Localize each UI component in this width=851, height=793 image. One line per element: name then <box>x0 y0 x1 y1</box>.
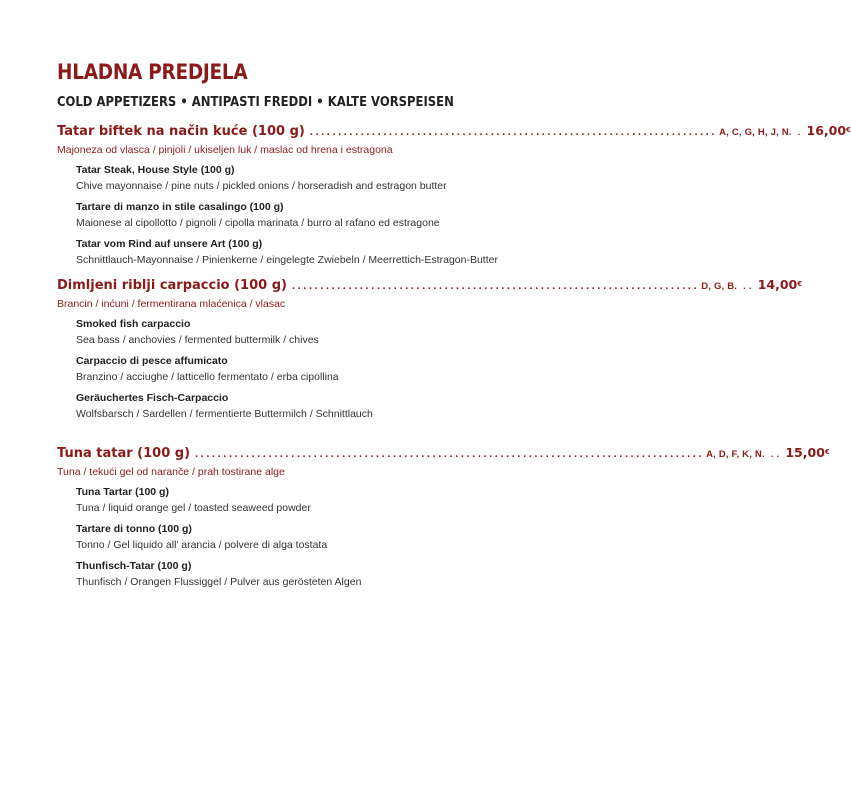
translation-description: Tonno / Gel liquido all’ arancia / polvere di alga tostata <box>76 539 328 551</box>
translation-block <box>76 163 687 194</box>
translation-description: Wolfsbarsch / Sardellen / fermentierte Buttermilch / Schnittlauch <box>76 408 373 420</box>
translation-name: Geräuchertes Fisch-Carpaccio <box>76 392 229 404</box>
translation-name: Tatar Steak, House Style (100 g) <box>76 164 235 176</box>
menu-item-price: 15,00€ <box>785 445 830 460</box>
translation-description: Branzino / acciughe / latticello fermentato / erba cipollina <box>76 371 339 383</box>
menu-item-header <box>57 276 803 295</box>
page-subtitle: COLD APPETIZERS • ANTIPASTI FREDDI • KALTE VORSPEISEN <box>57 94 454 110</box>
translation-block <box>76 559 687 590</box>
dot-leader: .......................................................................................... <box>195 448 705 460</box>
menu-item-name: Tuna tatar (100 g) <box>57 446 191 461</box>
menu-item-allergens: D, G, B. <box>701 281 738 292</box>
dot-leader: ........................................................................ <box>309 126 718 138</box>
dot-leader: ........................................................................ <box>291 280 700 292</box>
translation-name: Smoked fish carpaccio <box>76 318 191 330</box>
translation-block <box>76 485 687 516</box>
translation-name: Tatar vom Rind auf unsere Art (100 g) <box>76 238 263 250</box>
translation-name: Thunfisch-Tatar (100 g) <box>76 560 192 572</box>
translation-description: Maionese al cipollotto / pignoli / cipolla marinata / burro al rafano ed estragone <box>76 217 440 229</box>
translation-description: Sea bass / anchovies / fermented buttermilk / chives <box>76 334 319 346</box>
translation-block <box>76 354 687 385</box>
menu-item-name: Tatar biftek na način kuće (100 g) <box>57 124 305 139</box>
translation-name: Carpaccio di pesce affumicato <box>76 355 228 367</box>
menu-item-header <box>57 122 851 141</box>
translation-name: Tuna Tartar (100 g) <box>76 486 169 498</box>
translation-name: Tartare di tonno (100 g) <box>76 523 192 535</box>
menu-item-allergens: A, C, G, H, J, N. <box>719 127 792 138</box>
menu-item-description: Brancin / inćuni / fermentirana mlaćenica / vlasac <box>57 298 286 310</box>
menu-item <box>57 276 803 422</box>
dot-leader: . . <box>743 281 752 292</box>
menu-item <box>57 122 851 268</box>
menu-item <box>57 444 830 590</box>
translation-block <box>76 522 687 553</box>
menu-item-description: Tuna / tekući gel od naranče / prah tostirane alge <box>57 466 285 478</box>
translation-description: Chive mayonnaise / pine nuts / pickled onions / horseradish and estragon butter <box>76 180 447 192</box>
menu-item-header <box>57 444 830 463</box>
menu-item-name: Dimljeni riblji carpaccio (100 g) <box>57 278 287 293</box>
menu-item-allergens: A, D, F, K, N. <box>706 449 765 460</box>
translation-description: Tuna / liquid orange gel / toasted seaweed powder <box>76 502 311 514</box>
translation-description: Schnittlauch-Mayonnaise / Pinienkerne / eingelegte Zwiebeln / Meerrettich-Estragon-Butter <box>76 254 498 266</box>
menu-item-description: Majoneza od vlasca / pinjoli / ukiseljen luk / maslac od hrena i estragona <box>57 144 393 156</box>
translation-name: Tartare di manzo in stile casalingo (100 g) <box>76 201 284 213</box>
page-title: HLADNA PREDJELA <box>57 60 248 84</box>
menu-item-price: 14,00€ <box>757 277 803 292</box>
translation-description: Thunfisch / Orangen Flussiggel / Pulver aus gerösteten Algen <box>76 576 362 588</box>
translation-block <box>76 200 687 231</box>
menu-item-price: 16,00€ <box>806 123 851 138</box>
translation-block <box>76 237 687 268</box>
translation-block <box>76 317 687 348</box>
dot-leader: . . <box>770 449 780 460</box>
dot-leader: . <box>797 127 801 138</box>
translation-block <box>76 391 687 422</box>
